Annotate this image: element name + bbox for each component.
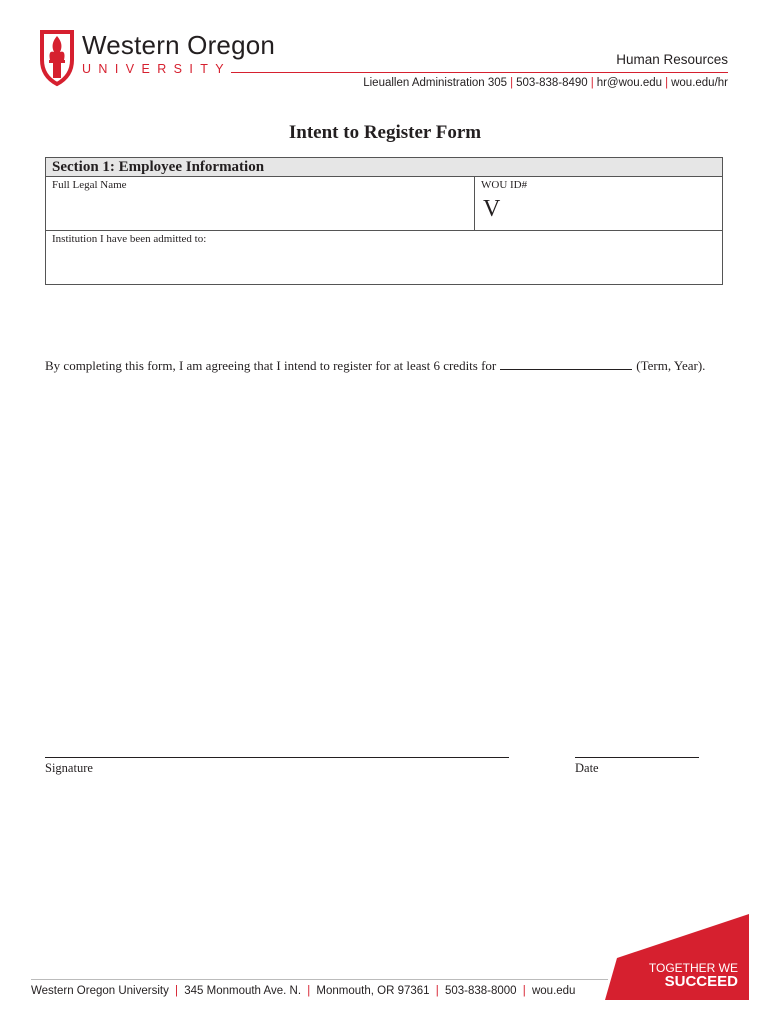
footer-phone[interactable]: 503-838-8000 [444, 985, 517, 997]
tagline-top: TOGETHER WE [648, 961, 738, 975]
footer-address-line: Western Oregon University | 345 Monmouth Ave. N. | Monmouth, OR 97361 | 503-838-8000 | wou.edu [31, 985, 576, 997]
term-year-blank[interactable] [500, 359, 632, 370]
contact-email[interactable]: hr@wou.edu [596, 77, 663, 89]
contact-phone[interactable]: 503-838-8490 [516, 77, 588, 89]
contact-address: Lieuallen Administration 305 [363, 77, 508, 89]
agreement-suffix: (Term, Year). [636, 358, 706, 373]
section-header [46, 158, 722, 177]
employee-information-table [45, 157, 723, 285]
date-label: Date [575, 761, 599, 775]
footer-city: Monmouth, OR 97361 [316, 985, 430, 997]
footer-university: Western Oregon University [31, 985, 169, 997]
department-name: Human Resources [616, 52, 728, 67]
logo-wordmark: Western Oregon [82, 30, 276, 60]
section-title: Section 1: Employee Information [52, 159, 265, 175]
tagline-bottom: SUCCEED [664, 973, 738, 990]
agreement-statement [45, 358, 735, 374]
wou-id-value: V [483, 196, 501, 222]
institution-field[interactable] [46, 231, 722, 284]
signature-line[interactable] [45, 757, 509, 758]
wou-id-field[interactable] [475, 177, 722, 230]
table-row [46, 177, 722, 231]
logo-subtitle: UNIVERSITY [82, 62, 232, 76]
full-name-field[interactable] [46, 177, 475, 230]
wou-id-label: WOU ID# [481, 179, 528, 191]
agreement-text: By completing this form, I am agreeing that I intend to register for at least 6 credits for [45, 358, 497, 373]
form-title: Intent to Register Form [288, 122, 482, 143]
contact-website[interactable]: wou.edu/hr [671, 77, 728, 89]
torch-logo-icon [34, 26, 80, 88]
header-rule [231, 72, 728, 73]
footer-rule [31, 979, 608, 980]
full-name-label: Full Legal Name [52, 179, 127, 191]
signature-label: Signature [45, 761, 93, 775]
institution-label: Institution I have been admitted to: [52, 233, 207, 245]
date-line[interactable] [575, 757, 699, 758]
contact-line: Lieuallen Administration 305 | 503-838-8490 | hr@wou.edu | wou.edu/hr [363, 77, 728, 89]
footer-website[interactable]: wou.edu [531, 985, 576, 997]
footer-street: 345 Monmouth Ave. N. [184, 985, 302, 997]
